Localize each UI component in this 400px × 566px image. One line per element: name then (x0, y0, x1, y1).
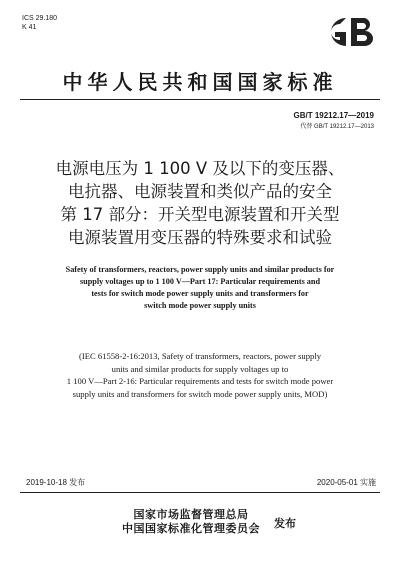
chinese-title (0, 157, 400, 249)
issuer-names (116, 508, 266, 536)
release-label: 发布 (274, 517, 296, 530)
chinese-title-line: 电抗器、电源装置和类似产品的安全 (68, 182, 332, 201)
ccs-code: K 41 (22, 24, 37, 31)
header-divider (20, 99, 380, 100)
gb-logo-graphic (318, 12, 380, 52)
replaces-note: 代替 GB/T 19212.17—2013 (300, 124, 374, 130)
ics-code: ICS 29.180 (22, 15, 58, 22)
iec-reference-line: 1 100 V—Part 2-16: Particular requirements and tests for switch mode power (66, 376, 334, 387)
classification-codes (22, 14, 57, 32)
iec-reference-line: units and similar products for supply voltages up to (111, 363, 289, 374)
iec-reference-line: supply units and transformers for switch mode power supply units, MOD) (72, 388, 328, 399)
iec-reference (0, 350, 400, 400)
chinese-title-line: 电源装置用变压器的特殊要求和试验 (68, 228, 332, 247)
chinese-title-line: 电源电压为 1 100 V 及以下的变压器、 (55, 159, 345, 178)
implementation-date: 2020-05-01 实施 (316, 478, 376, 487)
issue-date: 2019-10-18 发布 (26, 478, 86, 487)
english-title-line: Safety of transformers, reactors, power supply units and similar products for (65, 265, 335, 274)
issuer-name: 中国国家标准化管理委员会 (122, 522, 260, 535)
english-title (0, 264, 400, 312)
standard-type-title: 中华人民共和国国家标准 (62, 70, 338, 94)
gb-logo (318, 12, 380, 52)
chinese-title-line: 第 17 部分：开关型电源装置和开关型 (60, 205, 340, 224)
issuer-name: 国家市场监督管理总局 (133, 508, 249, 521)
iec-reference-line: (IEC 61558-2-16:2013, Safety of transformers, reactors, power supply (79, 351, 321, 361)
english-title-line: tests for switch mode power supply units and transformers for (91, 289, 309, 298)
english-title-line: supply voltages up to 1 100 V—Part 17: Particular requirements and (79, 277, 321, 286)
standard-number: GB/T 19212.17—2019 (293, 111, 374, 120)
english-title-line: switch mode power supply units (144, 301, 256, 310)
footer-divider (20, 492, 380, 493)
